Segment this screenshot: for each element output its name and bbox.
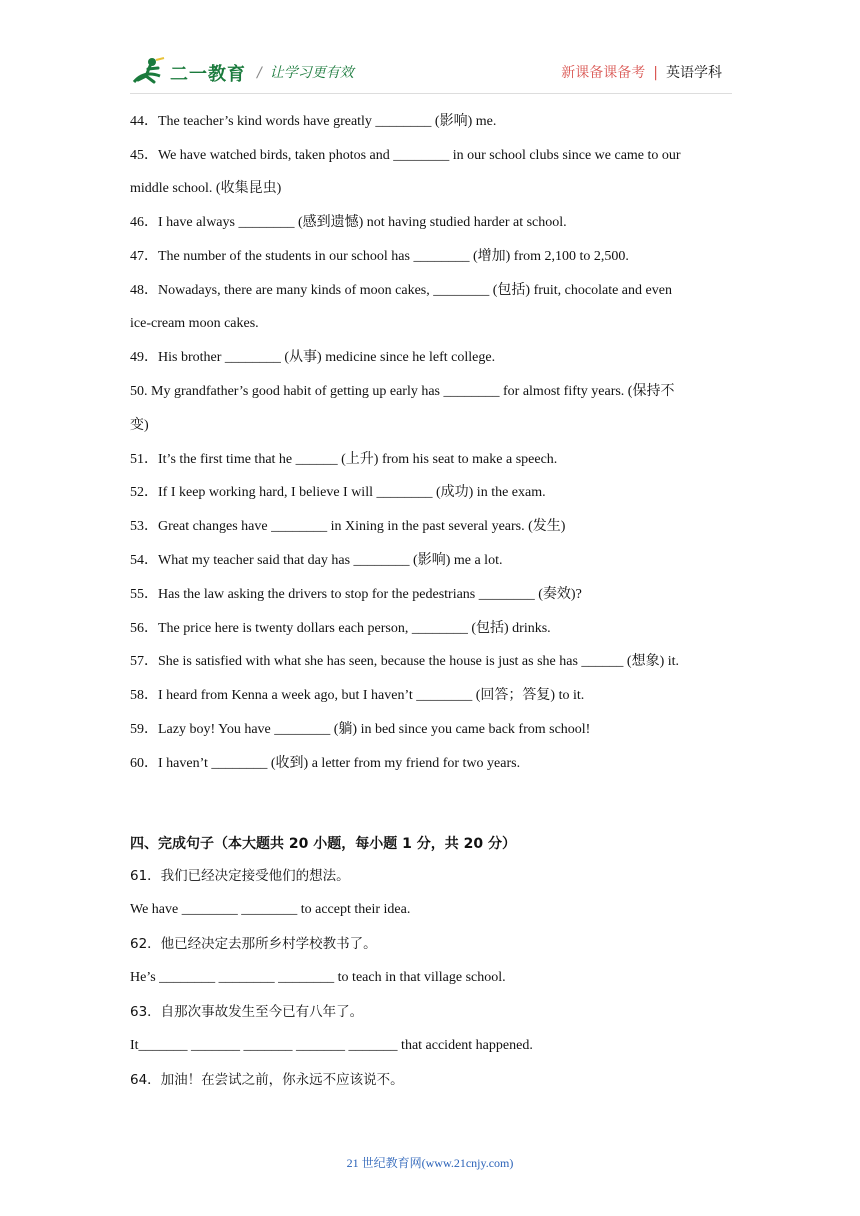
question-48: 48．Nowadays, there are many kinds of moon cakes, ________ (包括) fruit, chocolate and even: [130, 283, 672, 298]
question-45: 45．We have watched birds, taken photos and ________ in our school clubs since we came to our: [130, 148, 681, 163]
question-48-cont: ice-cream moon cakes.: [130, 316, 259, 331]
header-subject-label: 英语学科: [666, 65, 722, 81]
slogan-text: 让学习更有效: [269, 65, 354, 81]
question-63-en: It_______ _______ _______ _______ _______ that accident happened.: [130, 1038, 533, 1053]
slogan: [257, 62, 354, 82]
question-63-cn: 63．自那次事故发生至今已有八年了。: [130, 1004, 364, 1020]
question-45-cont: middle school. (收集昆虫): [130, 181, 282, 196]
question-46: 46．I have always ________ (感到遗憾) not having studied harder at school.: [130, 215, 567, 230]
question-64-cn: 64．加油！在尝试之前，你永远不应该说不。: [130, 1072, 404, 1088]
question-52: 52．If I keep working hard, I believe I will ________ (成功) in the exam.: [130, 485, 546, 500]
question-56: 56．The price here is twenty dollars each person, ________ (包括) drinks.: [130, 621, 551, 636]
footer-source: 21 世纪教育网(www.21cnjy.com): [346, 1156, 514, 1170]
question-47: 47．The number of the students in our school has ________ (增加) from 2,100 to 2,500.: [130, 249, 629, 264]
question-61-en: We have ________ ________ to accept their idea.: [130, 902, 411, 917]
header-subject: [561, 62, 722, 82]
question-62-en: He’s ________ ________ ________ to teach in that village school.: [130, 970, 506, 985]
question-50: 50. My grandfather’s good habit of getting up early has ________ for almost fifty years. (保持不: [130, 384, 675, 399]
section-4-title: 四、完成句子（本大题共 20 小题，每小题 1 分，共 20 分）: [130, 836, 516, 852]
logo-text: 二一教育: [170, 64, 246, 84]
question-53: 53．Great changes have ________ in Xining in the past several years. (发生): [130, 519, 566, 534]
question-59: 59．Lazy boy! You have ________ (躺) in bed since you came back from school!: [130, 722, 591, 737]
question-61-cn: 61．我们已经决定接受他们的想法。: [130, 868, 350, 884]
header-course-label: 新课备课备考: [561, 65, 646, 81]
page-header: [130, 52, 730, 92]
question-58: 58．I heard from Kenna a week ago, but I haven’t ________ (回答；答复) to it.: [130, 688, 585, 703]
question-62-cn: 62．他已经决定去那所乡村学校教书了。: [130, 936, 377, 952]
question-51: 51．It’s the first time that he ______ (上升) from his seat to make a speech.: [130, 452, 558, 467]
question-54: 54．What my teacher said that day has ________ (影响) me a lot.: [130, 553, 503, 568]
question-55: 55．Has the law asking the drivers to stop for the pedestrians ________ (奏效)?: [130, 587, 582, 602]
question-60: 60．I haven’t ________ (收到) a letter from my friend for two years.: [130, 756, 521, 771]
question-44: 44．The teacher’s kind words have greatly ________ (影响) me.: [130, 114, 497, 129]
question-49: 49．His brother ________ (从事) medicine since he left college.: [130, 350, 496, 365]
slogan-slash: /: [257, 65, 262, 81]
question-57: 57．She is satisfied with what she has seen, because the house is just as she has ______ (想象) it.: [130, 654, 680, 669]
header-separator: |: [653, 65, 658, 81]
header-divider: [130, 93, 732, 94]
question-50-cont: 变): [130, 418, 149, 433]
